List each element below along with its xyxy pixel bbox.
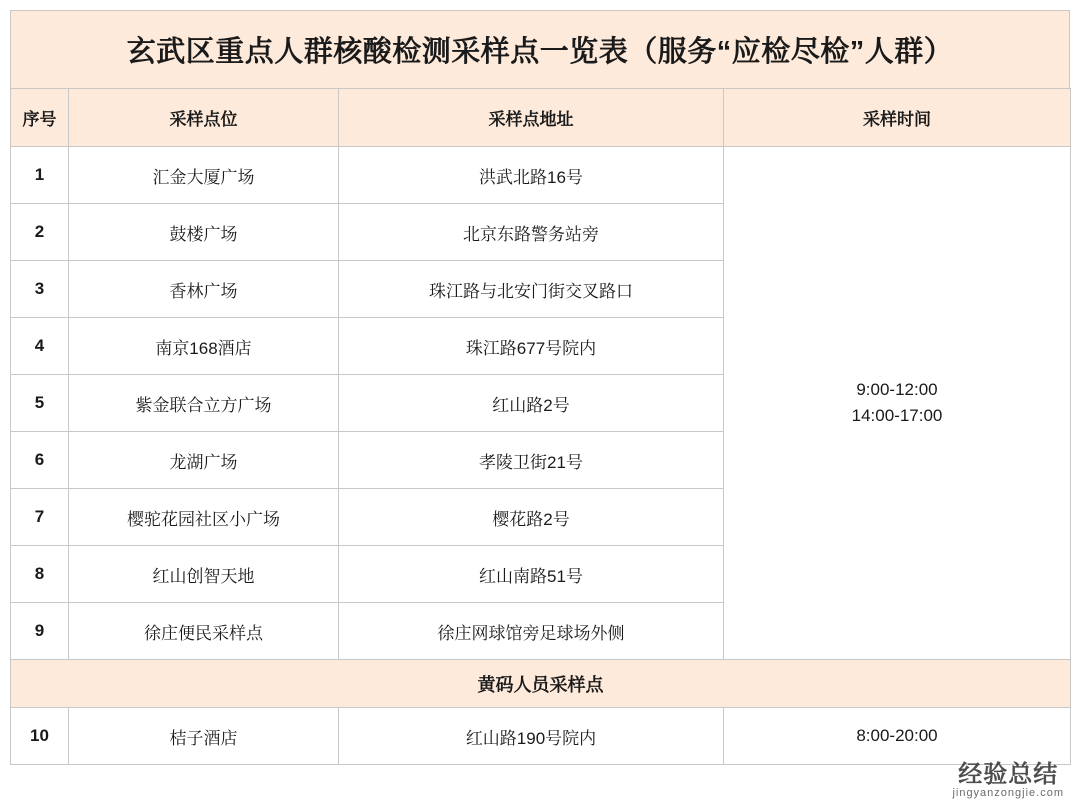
column-header-time: 采样时间 bbox=[724, 89, 1071, 147]
row-site: 樱驼花园社区小广场 bbox=[69, 489, 339, 546]
sampling-points-table bbox=[10, 88, 1071, 765]
shared-time-line1: 9:00-12:00 bbox=[856, 379, 938, 399]
column-header-no: 序号 bbox=[11, 89, 69, 147]
table-body bbox=[11, 147, 1071, 765]
column-header-site: 采样点位 bbox=[69, 89, 339, 147]
table-header bbox=[11, 89, 1071, 147]
row-no: 7 bbox=[11, 489, 69, 546]
shared-time-cell bbox=[724, 147, 1071, 660]
shared-time-line2: 14:00-17:00 bbox=[851, 406, 943, 425]
row-address: 珠江路与北安门街交叉路口 bbox=[339, 261, 724, 318]
row-site: 桔子酒店 bbox=[69, 708, 339, 765]
row-address: 红山路190号院内 bbox=[339, 708, 724, 765]
row-no: 10 bbox=[11, 708, 69, 765]
section-label: 黄码人员采样点 bbox=[11, 660, 1071, 708]
row-address: 徐庄网球馆旁足球场外侧 bbox=[339, 603, 724, 660]
row-address: 樱花路2号 bbox=[339, 489, 724, 546]
row-address: 红山路2号 bbox=[339, 375, 724, 432]
row-site: 徐庄便民采样点 bbox=[69, 603, 339, 660]
column-header-address: 采样点地址 bbox=[339, 89, 724, 147]
table-row bbox=[11, 708, 1071, 765]
row-address: 北京东路警务站旁 bbox=[339, 204, 724, 261]
row-site: 红山创智天地 bbox=[69, 546, 339, 603]
row-site: 汇金大厦广场 bbox=[69, 147, 339, 204]
row-address: 珠江路677号院内 bbox=[339, 318, 724, 375]
row-no: 6 bbox=[11, 432, 69, 489]
row-no: 4 bbox=[11, 318, 69, 375]
row-address: 孝陵卫街21号 bbox=[339, 432, 724, 489]
row-no: 3 bbox=[11, 261, 69, 318]
row-site: 鼓楼广场 bbox=[69, 204, 339, 261]
row-no: 2 bbox=[11, 204, 69, 261]
row-site: 龙湖广场 bbox=[69, 432, 339, 489]
row-site: 香林广场 bbox=[69, 261, 339, 318]
document-title-bar bbox=[10, 10, 1070, 88]
row-no: 9 bbox=[11, 603, 69, 660]
row-no: 1 bbox=[11, 147, 69, 204]
row-site: 紫金联合立方广场 bbox=[69, 375, 339, 432]
row-no: 8 bbox=[11, 546, 69, 603]
table-row bbox=[11, 147, 1071, 204]
watermark-main-text: 经验总结 bbox=[958, 761, 1059, 788]
section-divider-row bbox=[11, 660, 1071, 708]
page-title: 玄武区重点人群核酸检测采样点一览表（服务“应检尽检”人群） bbox=[126, 36, 954, 68]
watermark-sub-text: jingyanzongjie.com bbox=[952, 787, 1064, 799]
row-address: 红山南路51号 bbox=[339, 546, 724, 603]
table-header-row bbox=[11, 89, 1071, 147]
row-no: 5 bbox=[11, 375, 69, 432]
row-address: 洪武北路16号 bbox=[339, 147, 724, 204]
row-site: 南京168酒店 bbox=[69, 318, 339, 375]
row-time: 8:00-20:00 bbox=[724, 708, 1071, 765]
